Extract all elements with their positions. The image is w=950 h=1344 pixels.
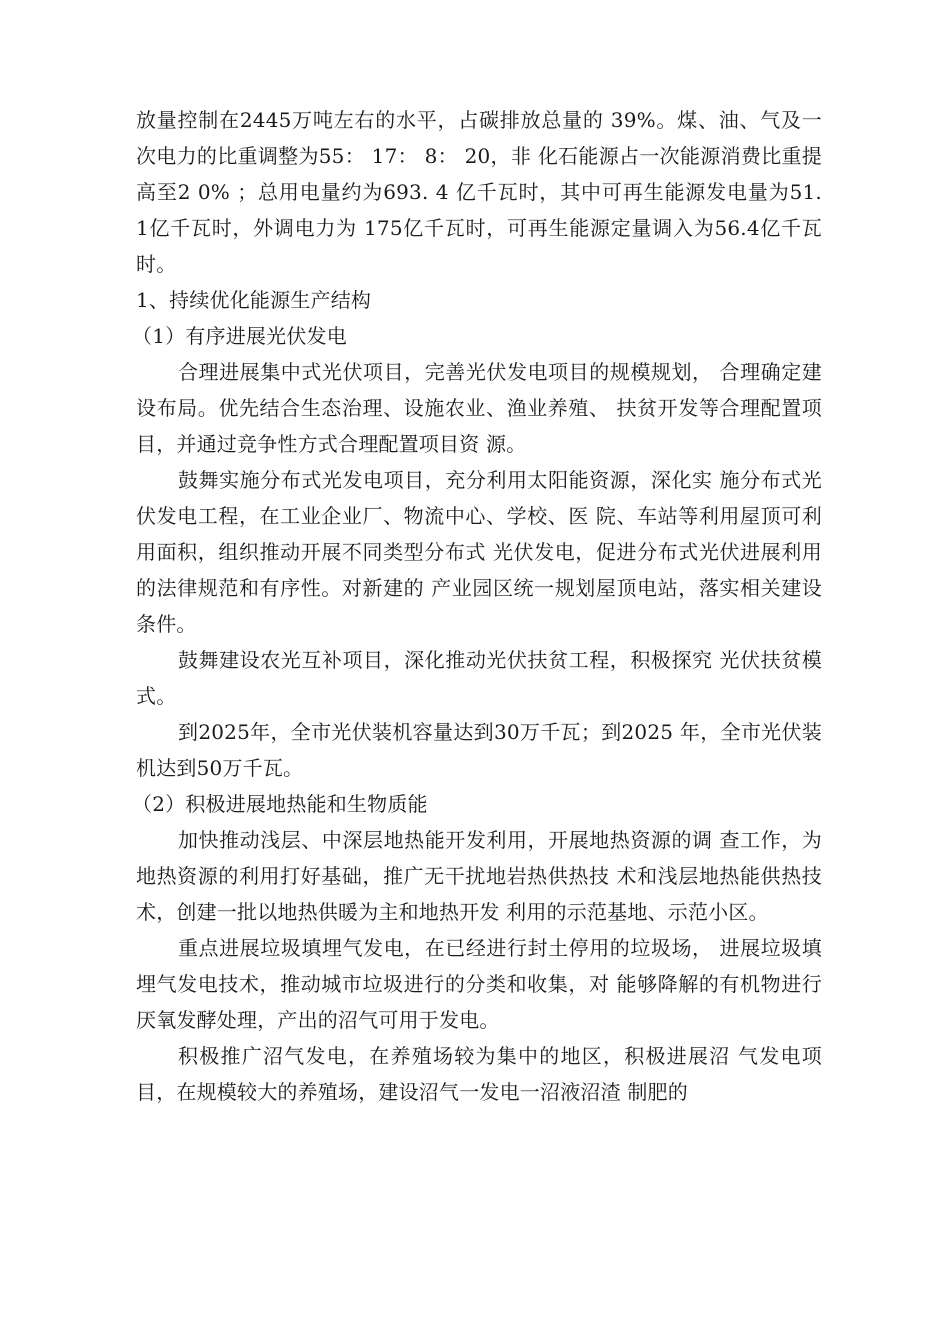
subsection-heading-geothermal: （2）积极进展地热能和生物质能 xyxy=(132,792,428,816)
paragraph-distributed-pv: 鼓舞实施分布式光发电项目，充分利用太阳能资源，深化实 施分布式光伏发电工程，在工业企业厂、物流中心、学校、医 院、车站等利用屋顶可利用面积，组织推动开展不同类型分布式 光伏发电，促进分布式光伏进展利用的法律规范和有序性。对新建的 产业园区统一规划屋顶电站，落实相关建设条件。 xyxy=(136,468,822,636)
paragraph-biogas: 积极推广沼气发电，在养殖场较为集中的地区，积极进展沼 气发电项目，在规模较大的养殖场，建设沼气一发电一沼液沼渣 制肥的 xyxy=(136,1044,822,1104)
document-body xyxy=(132,102,822,1110)
paragraph-geothermal: 加快推动浅层、中深层地热能开发利用，开展地热资源的调 查工作，为地热资源的利用打好基础，推广无干扰地岩热供热技 术和浅层地热能供热技术，创建一批以地热供暖为主和地热开发 利用的示范基地、示范小区。 xyxy=(136,828,822,924)
paragraph-landfill-gas: 重点进展垃圾填埋气发电，在已经进行封土停用的垃圾场， 进展垃圾填埋气发电技术，推动城市垃圾进行的分类和收集，对 能够降解的有机物进行厌氧发酵处理，产出的沼气可用于发电。 xyxy=(136,936,822,1032)
paragraph-centralized-pv: 合理进展集中式光伏项目，完善光伏发电项目的规模规划， 合理确定建设布局。优先结合生态治理、设施农业、渔业养殖、 扶贫开发等合理配置项目，并通过竞争性方式合理配置项目资 源。 xyxy=(136,360,822,456)
subsection-heading-solar: （1）有序进展光伏发电 xyxy=(132,324,347,348)
paragraph-pv-target: 到2025年，全市光伏装机容量达到30万千瓦；到2025 年，全市光伏装机达到50万千瓦。 xyxy=(136,720,822,780)
paragraph-intro: 放量控制在2445万吨左右的水平，占碳排放总量的 39%。煤、油、气及一次电力的比重调整为55： 17： 8： 20，非 化石能源占一次能源消费比重提高至2 0% ；总用电量约为693. 4 亿千瓦时，其中可再生能源发电量为51. 1亿千瓦时，外调电力为 175亿千瓦时，可再生能源定量调入为56.4亿千瓦时。 xyxy=(136,108,822,276)
paragraph-agri-pv: 鼓舞建设农光互补项目，深化推动光伏扶贫工程，积极探究 光伏扶贫模式。 xyxy=(136,648,822,708)
section-heading: 1、持续优化能源生产结构 xyxy=(136,288,372,312)
